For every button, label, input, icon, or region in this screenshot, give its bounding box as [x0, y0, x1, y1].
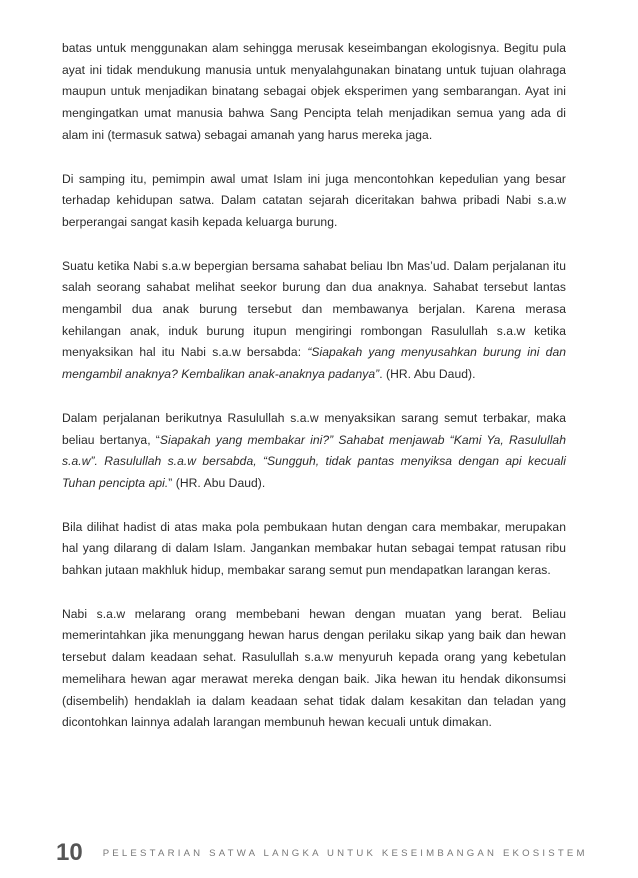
paragraph-2: [62, 169, 566, 234]
paragraph-6: [62, 604, 566, 734]
body-text: Bila dilihat hadist di atas maka pola pembukaan hutan dengan cara membakar, merupakan hal yang dilarang di dalam Islam. Jangankan membakar hutan sebagai tempat ratusan ribu bahkan jutaan makhluk hidup, membakar sarang semut pun mendapatkan larangan keras.: [62, 519, 566, 578]
body-text: ” (HR. Abu Daud).: [168, 475, 266, 490]
paragraph-4: [62, 408, 566, 495]
quote-text: “Siapakah yang menyusahkan burung ini dan mengambil anaknya? Kembalikan anak-anaknya padanya”: [62, 345, 567, 382]
paragraph-3: [62, 256, 566, 386]
quote-text: Siapakah yang membakar ini?” Sahabat menjawab “Kami Ya, Rasulullah s.a.w”. Rasulullah s.a.w bersabda, “Sungguh, tidak pantas menyiksa dengan api kecuali Tuhan pencipta api.: [62, 432, 566, 490]
body-text: Nabi s.a.w melarang orang membebani hewan dengan muatan yang berat. Beliau memerintahkan jika menunggang hewan harus dengan perilaku sikap yang baik dan hewan tersebut dalam keadaan sehat. Rasulullah s.a.w menyuruh kepada orang yang kebetulan memelihara hewan agar merawat mereka dengan baik. Jika hewan itu hendak dikonsumsi (disembelih) hendaklah ia dalam keadaan sehat tidak dalam kesakitan dan teladan yang dicontohkan lainnya adalah larangan membunuh hewan kecuali untuk dimakan.: [62, 606, 566, 730]
running-title: PELESTARIAN SATWA LANGKA UNTUK KESEIMBANGAN EKOSISTEM: [102, 847, 588, 859]
body-text: . (HR. Abu Daud).: [379, 367, 476, 382]
body-text: batas untuk menggunakan alam sehingga merusak keseimbangan ekologisnya. Begitu pula ayat ini tidak mendukung manusia untuk menyalahgunakan binatang untuk tujuan olahraga maupun untuk menjadikan binatang sebagai objek eksperimen yang sembarangan. Ayat ini mengingatkan umat manusia bahwa Sang Pencipta telah menjadikan semua yang ada di alam ini (termasuk satwa) sebagai amanah yang harus mereka jaga.: [62, 41, 566, 142]
paragraph-1: [62, 38, 566, 147]
body-text: Dalam perjalanan berikutnya Rasulullah s.a.w menyaksikan sarang semut terbakar, maka beliau bertanya, “: [62, 410, 566, 447]
body-text: Di samping itu, pemimpin awal umat Islam ini juga mencontohkan kepedulian yang besar terhadap kehidupan satwa. Dalam catatan sejarah diceritakan bahwa pribadi Nabi s.a.w berperangai sangat kasih kepada keluarga burung.: [62, 171, 566, 229]
body-text: Suatu ketika Nabi s.a.w bepergian bersama sahabat beliau Ibn Mas’ud. Dalam perjalanan itu salah seorang sahabat melihat seekor burung dan dua anaknya. Sahabat tersebut lantas mengambil dua anak burung tersebut dan membawanya berjalan. Karena merasa kehilangan anak, induk burung itupun mengiringi rombongan Rasulullah s.a.w ketika menyaksikan hal itu Nabi s.a.w bersabda:: [62, 258, 566, 360]
page-body: [62, 38, 566, 756]
page-footer: [56, 838, 588, 868]
paragraph-5: [62, 517, 566, 582]
page-number: 10: [56, 839, 83, 866]
